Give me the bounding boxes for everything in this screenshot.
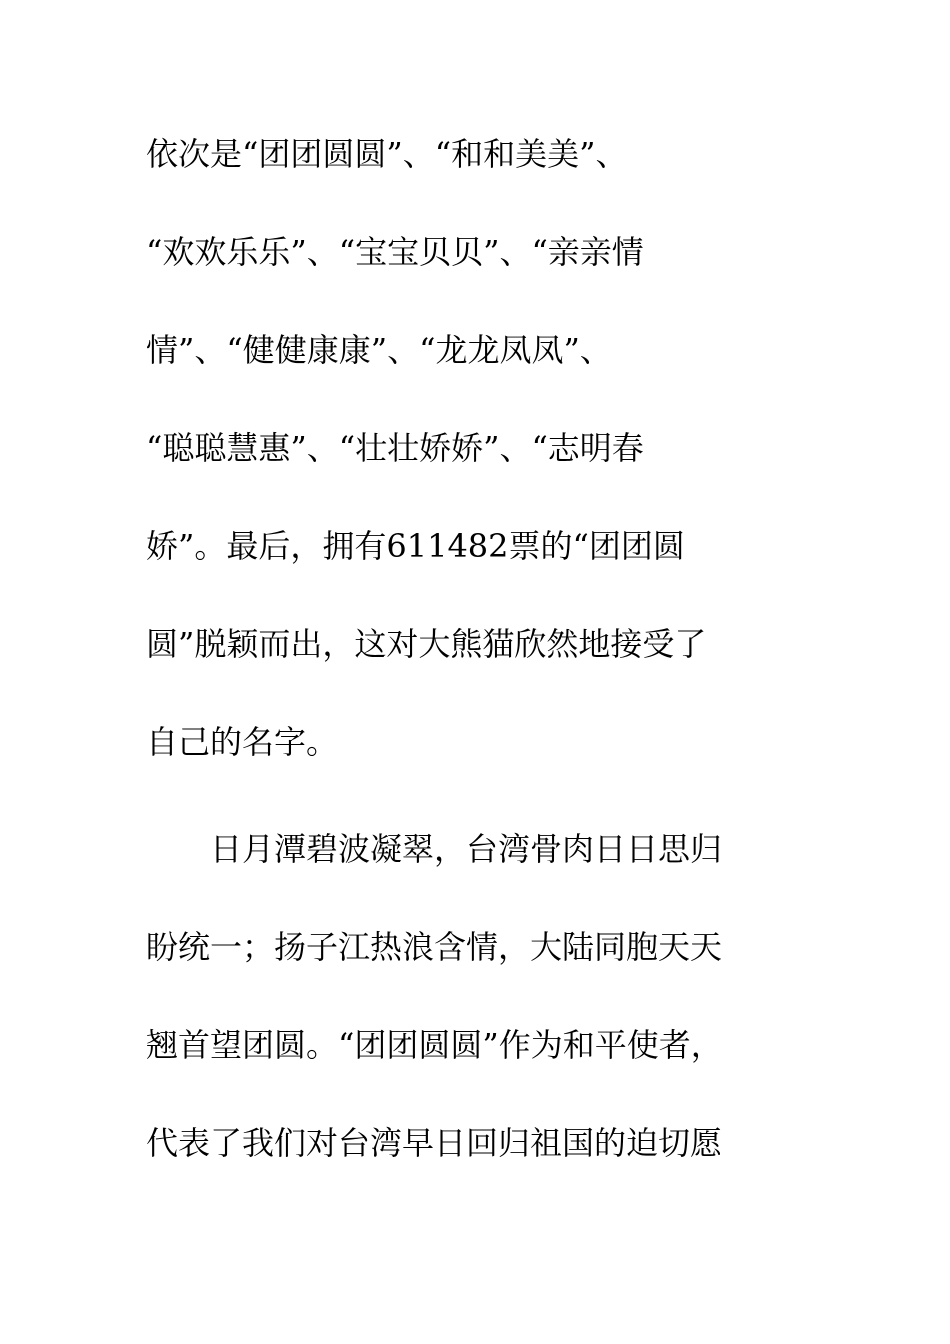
text-line-10: 翘首望团圆。“团团圆圆”作为和平使者， (146, 1026, 723, 1064)
text-line-9: 盼统一；扬子江热浪含情，大陆同胞天天 (146, 928, 723, 966)
text-line-5: 娇”。最后，拥有611482票的“团团圆 (146, 527, 685, 565)
text-line-11: 代表了我们对台湾早日回归祖国的迫切愿 (146, 1124, 723, 1162)
text-line-2: “欢欢乐乐”、“宝宝贝贝”、“亲亲情 (146, 233, 644, 271)
text-line-8: 日月潭碧波凝翠，台湾骨肉日日思归 (146, 830, 723, 868)
text-line-7: 自己的名字。 (146, 723, 339, 761)
text-line-6: 圆”脱颖而出，这对大熊猫欣然地接受了 (146, 625, 707, 663)
text-line-4: “聪聪慧惠”、“壮壮娇娇”、“志明春 (146, 429, 644, 467)
text-line-1: 依次是“团团圆圆”、“和和美美”、 (146, 135, 628, 173)
text-line-3: 情”、“健健康康”、“龙龙凤凤”、 (146, 331, 612, 369)
